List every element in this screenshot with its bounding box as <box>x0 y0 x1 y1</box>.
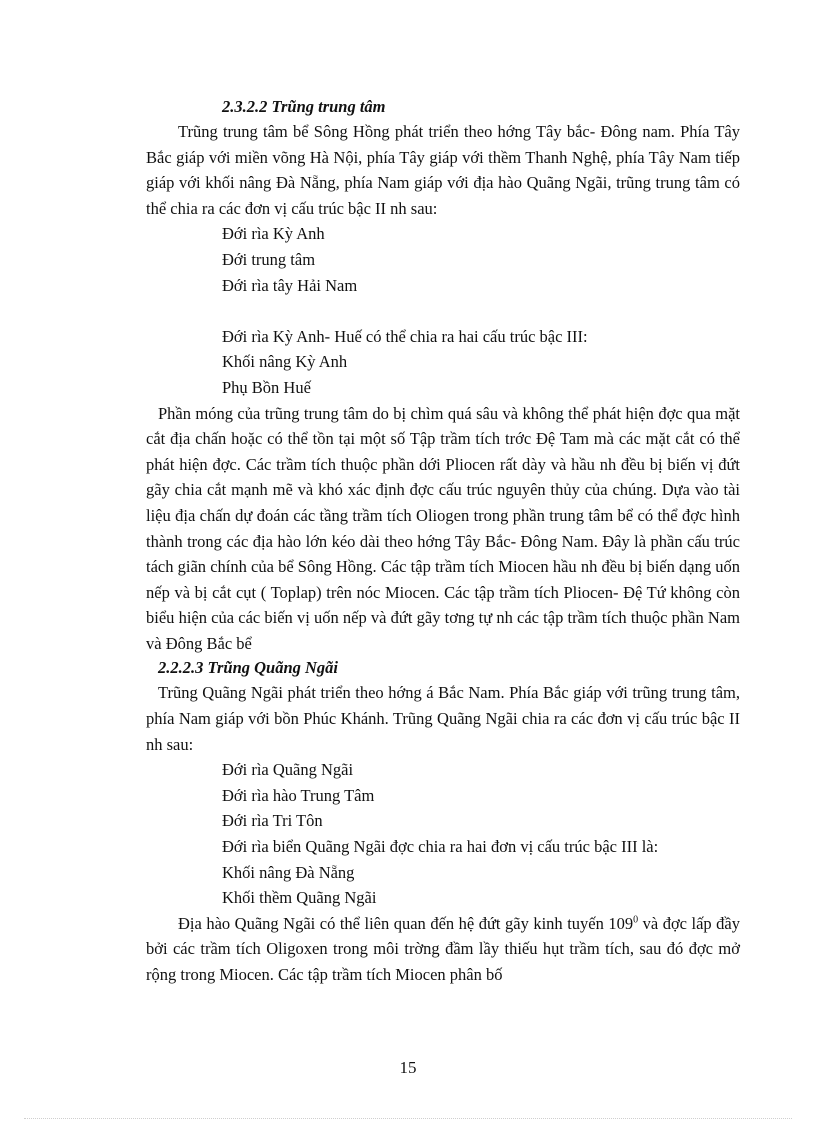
paragraph-text: Địa hào Quãng Ngãi có thể liên quan đến hệ đứt gãy kinh tuyến 109 <box>178 913 634 933</box>
list-item: Khối nâng Đà Nẵng <box>222 862 355 882</box>
section-heading-trung-quang-ngai: 2.2.2.3 Trũng Quãng Ngãi <box>158 658 339 678</box>
paragraph-dia-hao-quang-ngai <box>146 911 740 988</box>
list-item: Đới rìa hào Trung Tâm <box>222 785 375 805</box>
paragraph-text: và đợc lấp đầy bởi các trầm tích Oligoxen trong môi trờng đầm lầy thiếu hụt trầm tích, sau đó đợc mở rộng trong Miocen. Các tập trầm tích Miocen phân bố <box>146 913 740 984</box>
list-ky-anh-hue <box>146 324 740 401</box>
page-content <box>146 95 740 988</box>
page-number: 15 <box>399 1058 417 1077</box>
list-cau-truc-bac-2 <box>146 221 740 298</box>
list-item: Đới rìa biển Quãng Ngãi đợc chia ra hai đơn vị cấu trúc bậc III là: <box>222 837 659 857</box>
list-item: Đới rìa Quãng Ngãi <box>222 760 354 780</box>
page-bottom-divider <box>24 1118 792 1119</box>
list-item: Khối nâng Kỳ Anh <box>222 352 348 372</box>
list-quang-ngai-cau-truc <box>146 757 740 911</box>
list-item: Phụ Bồn Huế <box>222 377 311 397</box>
list-item: Đới rìa Tri Tôn <box>222 811 323 831</box>
section-heading-trung-trung-tam: 2.3.2.2 Trũng trung tâm <box>222 97 386 116</box>
spacer <box>146 298 740 324</box>
paragraph-phan-mong: Phần móng của trũng trung tâm do bị chìm quá sâu và không thể phát hiện đợc qua mặt cắt địa chấn hoặc có thể tồn tại một số Tập trầm tích trớc Đệ Tam mà các mặt cắt có thể phát hiện đợc. Các trầm tích thuộc phần dới Pliocen rất dày và hầu nh đều bị biến vị đứt gãy chia cắt mạnh mẽ và khó xác định đợc cấu trúc nguyên thủy của chúng. Dựa vào tài liệu địa chấn dự đoán các tầng trầm tích Oliogen trong phần trung tâm bể có thể đợc hình thành trong các địa hào lớn kéo dài theo hớng Tây Bắc- Đông Nam. Đây là phần cấu trúc tách giãn chính của bể Sông Hồng. Các tập trầm tích Miocen hầu nh đều bị biến dạng uốn nếp và bị cắt cụt ( Toplap) trên nóc Miocen. Các tập trầm tích Pliocen- Đệ Tứ không còn biểu hiện của các biến vị uốn nếp và đứt gãy tơng tự nh các tập trầm tích thuộc phần Nam và Đông Bắc bể <box>146 403 740 653</box>
list-item: Đới rìa Kỳ Anh- Huế có thể chia ra hai cấu trúc bậc III: <box>222 326 588 346</box>
paragraph-quang-ngai-intro: Trũng Quãng Ngãi phát triển theo hớng á Bắc Nam. Phía Bắc giáp với trũng trung tâm, phía Nam giáp với bồn Phúc Khánh. Trũng Quãng Ngãi chia ra các đơn vị cấu trúc bậc II nh sau: <box>146 683 740 754</box>
list-item: Đới trung tâm <box>222 249 316 269</box>
list-item: Đới rìa tây Hải Nam <box>222 275 358 295</box>
list-item: Khối thềm Quãng Ngãi <box>222 888 377 908</box>
paragraph-trung-trung-tam-intro: Trũng trung tâm bể Sông Hồng phát triển theo hớng Tây bắc- Đông nam. Phía Tây Bắc giáp với miền võng Hà Nội, phía Tây giáp với thềm Thanh Nghệ, phía Tây Nam tiếp giáp với khối nâng Đà Nẵng, phía Nam giáp với địa hào Quãng Ngãi, trũng trung tâm có thể chia ra các đơn vị cấu trúc bậc II nh sau: <box>146 122 740 218</box>
list-item: Đới rìa Kỳ Anh <box>222 224 325 244</box>
degree-superscript: 0 <box>633 914 639 926</box>
